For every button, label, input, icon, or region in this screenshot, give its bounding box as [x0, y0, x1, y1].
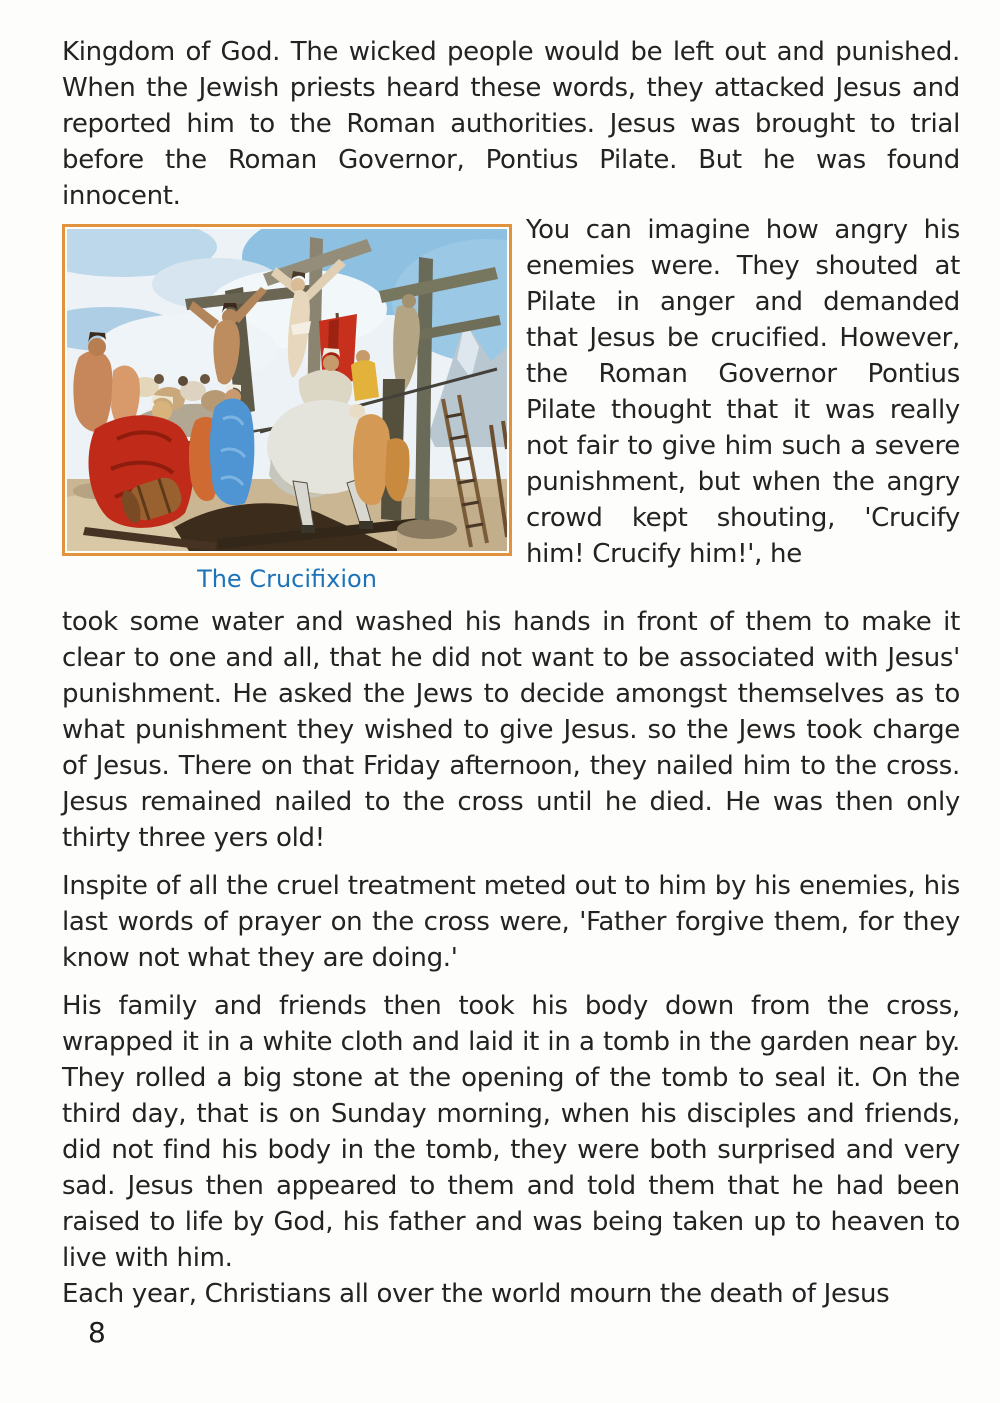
crucifixion-figure: [62, 224, 512, 594]
side-text-column: [526, 212, 960, 594]
paragraph-continuation: took some water and washed his hands in front of them to make it clear to one and all, that he did not want to be associated with Jesus' punishment. He asked the Jews to decide amongst themselves as to what punishment they wished to give Jesus. so the Jews took charge of Jesus. There on that Friday afternoon, they nailed him to the cross. Jesus remained nailed to the cross until he died. He was then only thirty three yers old!: [62, 607, 960, 853]
paragraph-each-year: Each year, Christians all over the world mourn the death of Jesus: [62, 1279, 890, 1309]
paragraph-beside-image: You can imagine how angry his enemies were. They shouted at Pilate in anger and demanded that Jesus be crucified. However, the Roman Governor Pontius Pilate thought that it was really not fair to give him such a severe punishment, but when the angry crowd kept shouting, 'Crucify him! Crucify him!', he: [526, 215, 960, 569]
figure-and-text-row: [62, 215, 960, 594]
paragraph-inspite: Inspite of all the cruel treatment meted out to him by his enemies, his last words of prayer on the cross were, 'Father forgive them, for they know not what they are doing.': [62, 871, 960, 973]
figure-caption: The Crucifixion: [197, 565, 377, 593]
paragraph-family-friends: His family and friends then took his body down from the cross, wrapped it in a white cloth and laid it in a tomb in the garden near by. They rolled a big stone at the opening of the tomb to seal it. On the third day, that is on Sunday morning, when his disciples and friends, did not find his body in the tomb, they were both surprised and very sad. Jesus then appeared to them and told them that he had been raised to life by God, his father and was being taken up to heaven to live with him.: [62, 991, 960, 1273]
painting-frame: [62, 224, 512, 556]
page-number: 8: [88, 1316, 106, 1349]
crucifixion-painting-image: [67, 229, 507, 551]
paragraph-kingdom-of-god: Kingdom of God. The wicked people would be left out and punished. When the Jewish priests heard these words, they attacked Jesus and reported him to the Roman authorities. Jesus was brought to trial before the Roman Governor, Pontius Pilate. But he was found innocent.: [62, 37, 960, 211]
